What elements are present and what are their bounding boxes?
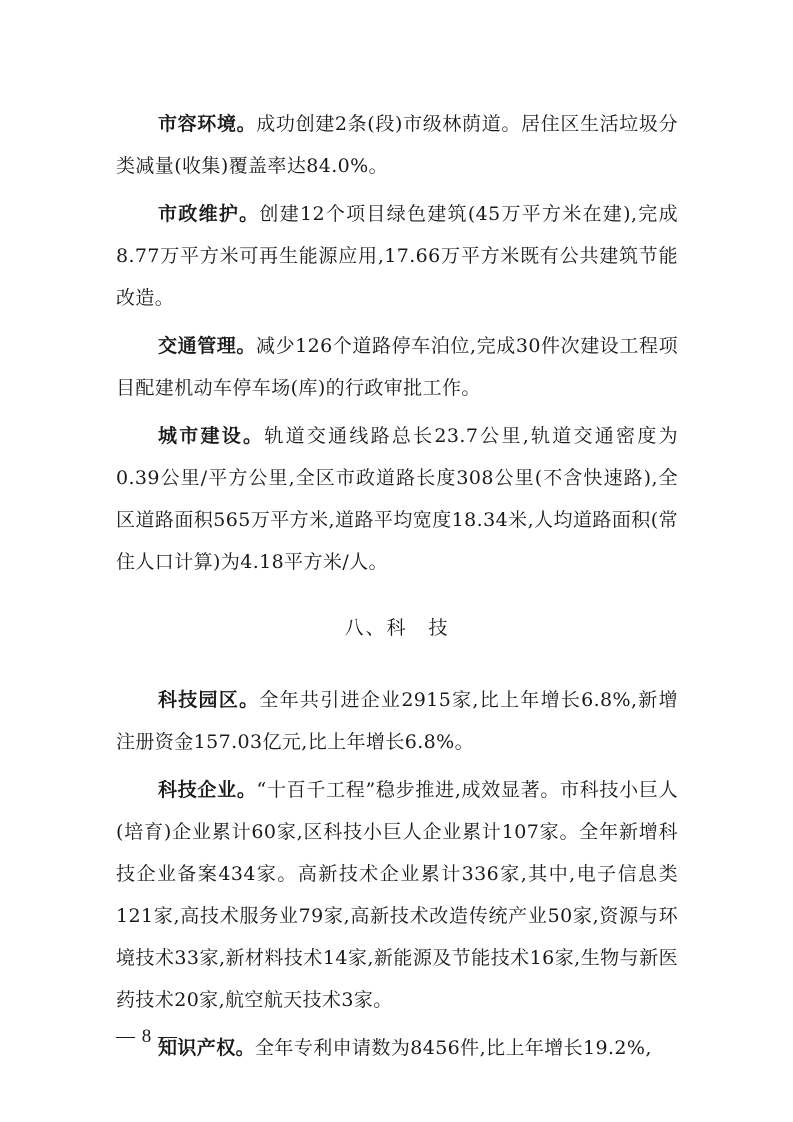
paragraph-lead: 城市建设。 [158, 425, 265, 447]
paragraph-lead: 知识产权。 [158, 1037, 256, 1059]
paragraph-city-appearance [116, 103, 678, 187]
paragraph-tech-enterprises [116, 769, 678, 1021]
paragraph-lead: 科技园区。 [158, 689, 260, 711]
paragraph-traffic-management [116, 325, 678, 409]
page-number: — 8 — [116, 1026, 178, 1047]
document-body [116, 103, 678, 1075]
paragraph-text: “十百千工程”稳步推进,成效显著。市科技小巨人(培育)企业累计60家,区科技小巨人企业累计107家。全年新增科技企业备案434家。高新技术企业累计336家,其中,电子信息类121家,高技术服务业79家,高新技术改造传统产业50家,资源与环境技术33家,新材料技术14家,新能源及节能技术16家,生物与新医药技术20家,航空航天技术3家。 [116, 779, 678, 1011]
paragraph-lead: 交通管理。 [158, 335, 256, 357]
paragraph-urban-construction [116, 415, 678, 583]
paragraph-text: 创建12个项目绿色建筑(45万平方米在建),完成8.77万平方米可再生能源应用,17.66万平方米既有公共建筑节能改造。 [116, 203, 678, 309]
paragraph-text: 成功创建2条(段)市级林荫道。居住区生活垃圾分类减量(收集)覆盖率达84.0%。 [116, 113, 678, 177]
section-title: 八、科 技 [344, 617, 450, 639]
paragraph-lead: 市政维护。 [158, 203, 260, 225]
paragraph-text: 全年共引进企业2915家,比上年增长6.8%,新增注册资金157.03亿元,比上年增长6.8%。 [116, 689, 678, 753]
paragraph-tech-park [116, 679, 678, 763]
paragraph-intellectual-property [116, 1027, 678, 1069]
paragraph-lead: 科技企业。 [158, 779, 257, 801]
paragraph-text: 减少126个道路停车泊位,完成30件次建设工程项目配建机动车停车场(库)的行政审批工作。 [116, 335, 678, 399]
paragraph-municipal-maintenance [116, 193, 678, 319]
paragraph-lead: 市容环境。 [158, 113, 257, 135]
paragraph-text: 轨道交通线路总长23.7公里,轨道交通密度为0.39公里/平方公里,全区市政道路长度308公里(不含快速路),全区道路面积565万平方米,道路平均宽度18.34米,人均道路面积(常住人口计算)为4.18平方米/人。 [116, 425, 678, 573]
paragraph-text: 全年专利申请数为8456件,比上年增长19.2%, [255, 1037, 652, 1059]
